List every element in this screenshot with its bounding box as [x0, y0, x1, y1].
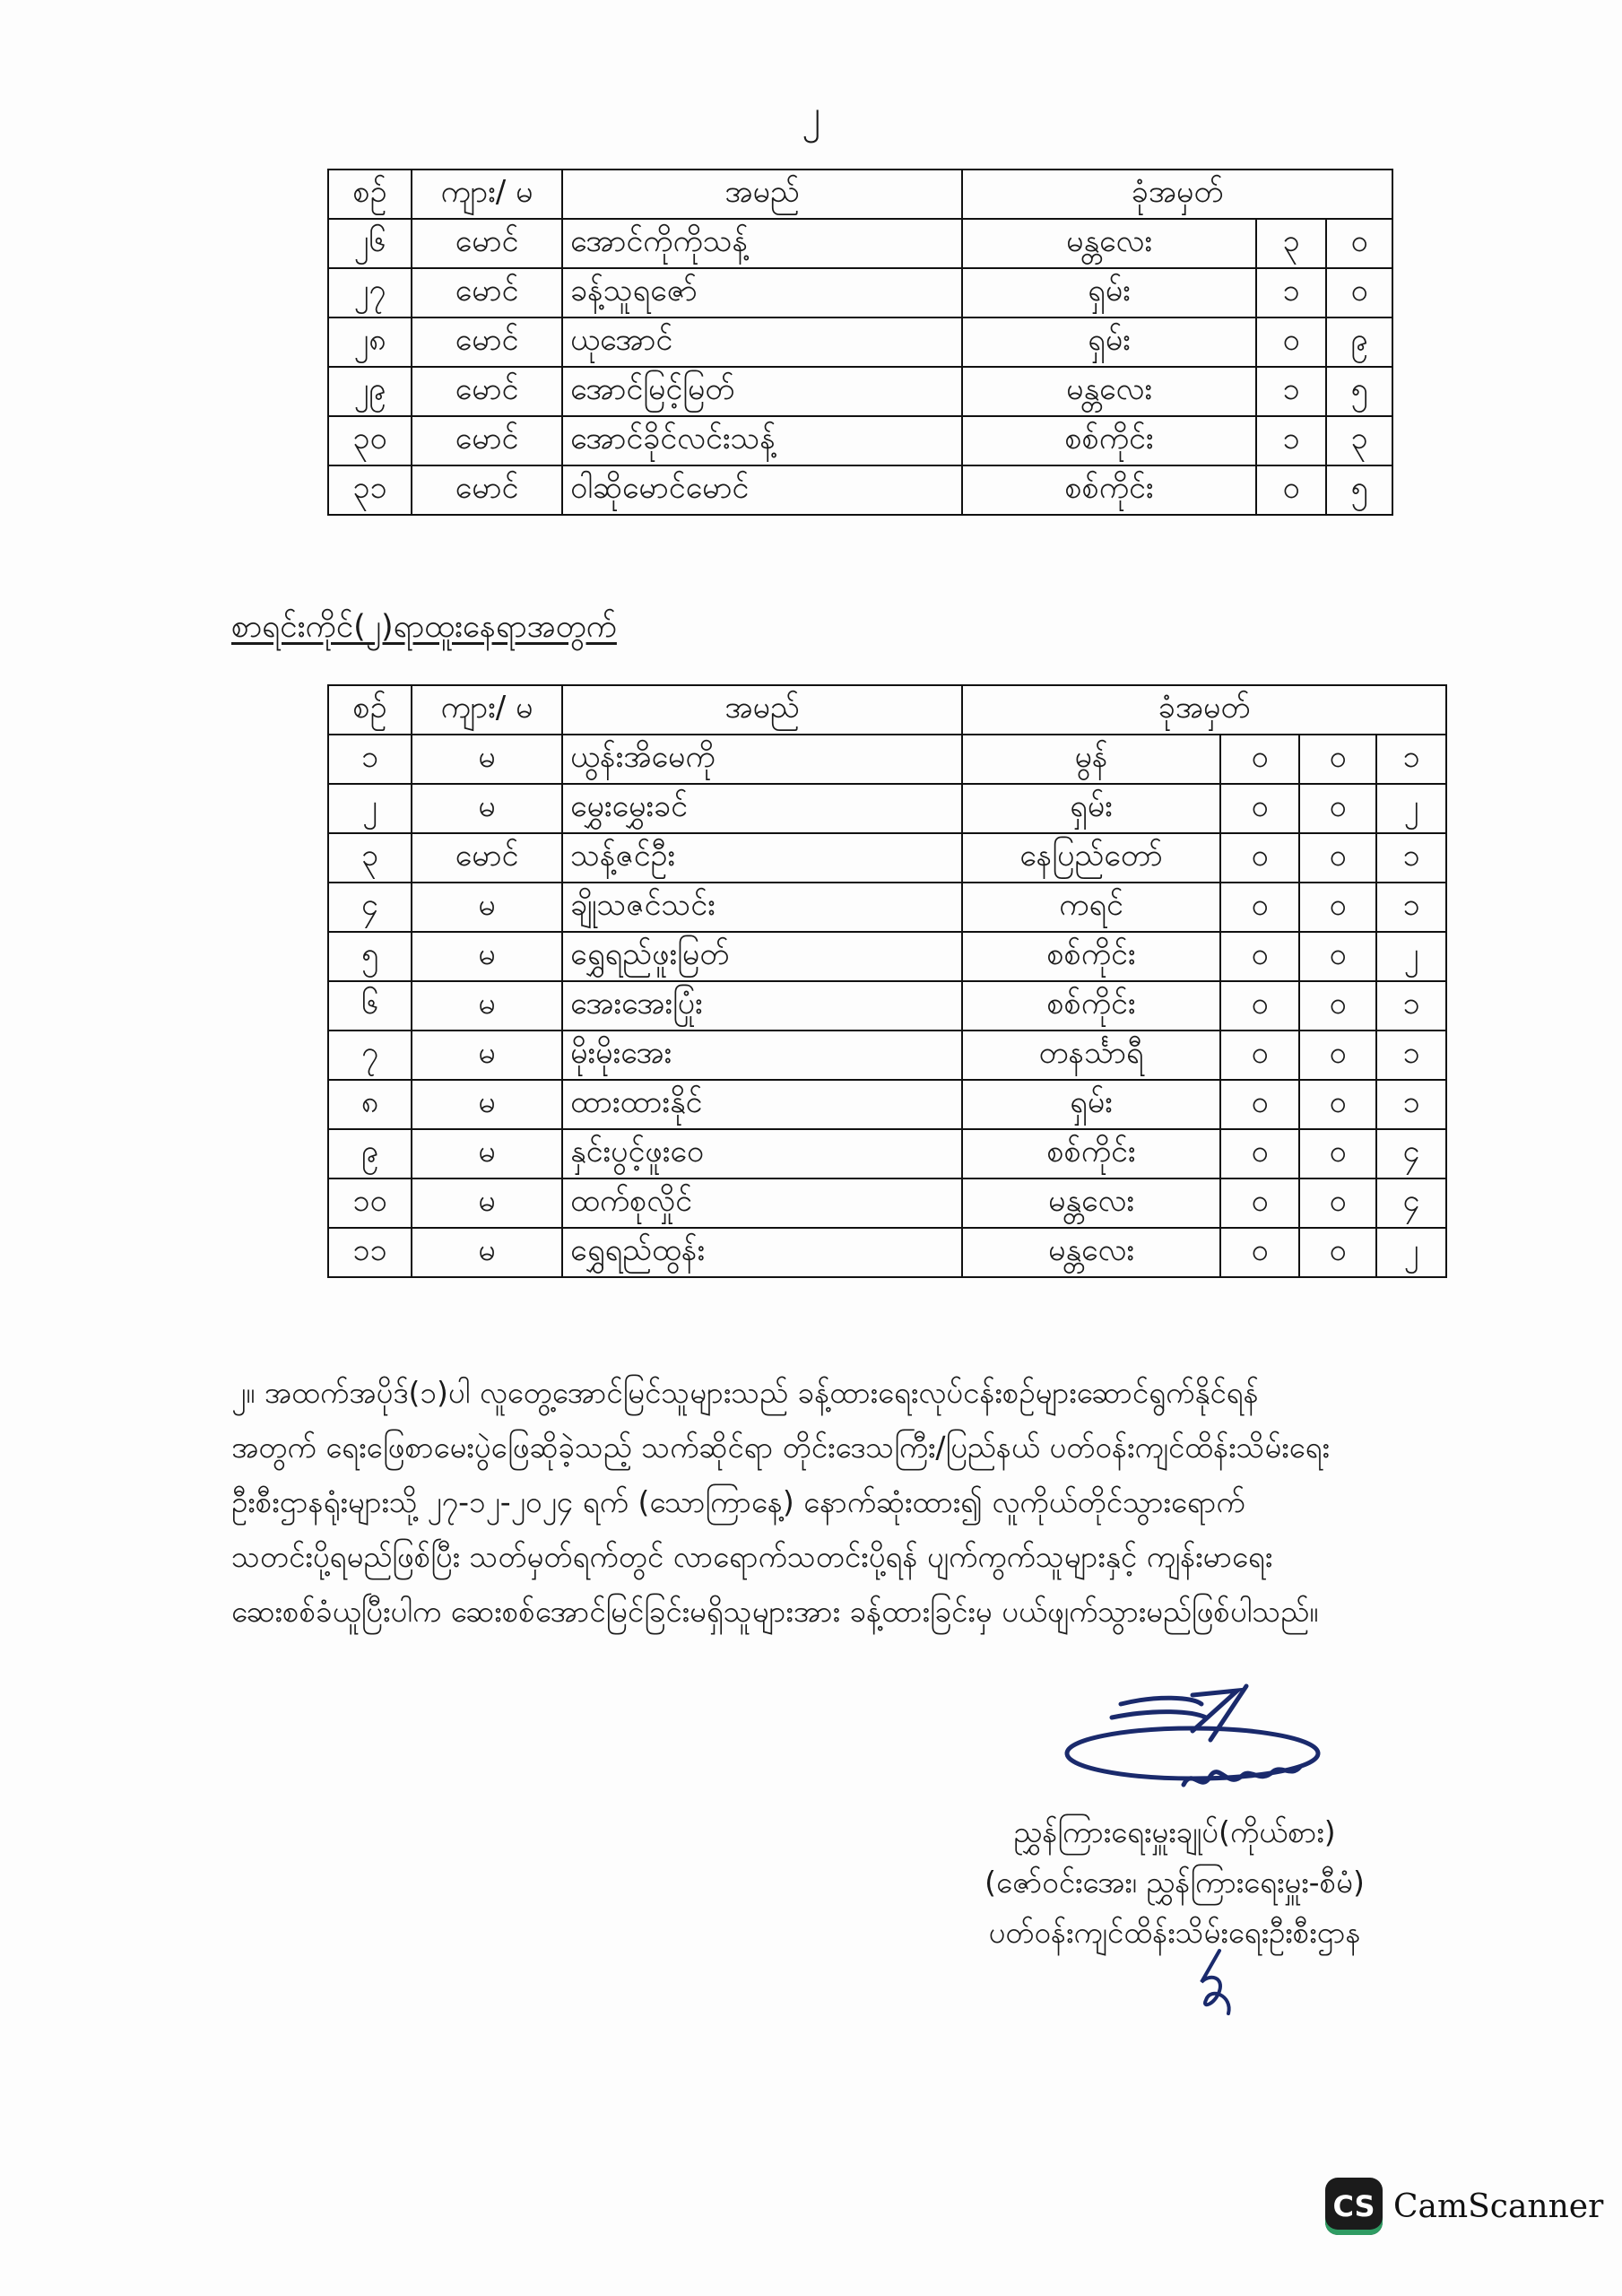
cell-seat-digit: ၁ — [1376, 981, 1446, 1031]
cell-name: အောင်မြင့်မြတ် — [562, 367, 962, 416]
cell-name: ရွှေရည်ဖူးမြတ် — [562, 932, 962, 981]
cell-name: မိုးမိုးအေး — [562, 1031, 962, 1080]
paragraph-line: အတွက် ရေးဖြေစာမေးပွဲဖြေဆိုခဲ့သည့် သက်ဆိုင်ရာ တိုင်းဒေသကြီး/ပြည်နယ် ပတ်ဝန်းကျင်ထိန်းသိမ်းရေး — [231, 1430, 1330, 1465]
cell-region: ရှမ်း — [962, 1080, 1220, 1129]
cell-gender: မောင် — [412, 416, 562, 465]
cell-seat-digit: ၀ — [1220, 1129, 1299, 1178]
cell-seat-digit: ၀ — [1220, 883, 1299, 932]
cell-serial: ၁၁ — [328, 1228, 412, 1277]
table-header-row — [328, 170, 1392, 219]
cell-name: ခန့်သူရဇော် — [562, 268, 962, 317]
signatory-department: ပတ်ဝန်းကျင်ထိန်းသိမ်းရေးဦးစီးဌာန — [988, 1915, 1361, 1950]
header-name: အမည် — [562, 685, 962, 735]
cell-gender: မ — [412, 735, 562, 784]
cell-seat-digit: ၁ — [1256, 268, 1326, 317]
paragraph-line: ၂။ အထက်အပိုဒ်(၁)ပါ လူတွေ့အောင်မြင်သူများသည် ခန့်ထားရေးလုပ်ငန်းစဉ်များဆောင်ရွက်နိုင်ရန် — [231, 1375, 1259, 1410]
cell-serial: ၃၀ — [328, 416, 412, 465]
camscanner-brand-text: CamScanner — [1393, 2187, 1604, 2225]
cell-seat-digit: ၅ — [1326, 465, 1392, 515]
cell-gender: မ — [412, 1228, 562, 1277]
cell-name: အောင်ခိုင်လင်းသန့် — [562, 416, 962, 465]
cell-region: စစ်ကိုင်း — [962, 465, 1256, 515]
cell-seat-digit: ၀ — [1220, 1080, 1299, 1129]
cell-gender: မောင် — [412, 268, 562, 317]
cell-serial: ၂ — [328, 784, 412, 833]
header-name: အမည် — [562, 170, 962, 219]
cell-serial: ၁ — [328, 735, 412, 784]
header-gender: ကျား/ မ — [412, 170, 562, 219]
cell-gender: မောင် — [412, 465, 562, 515]
cell-seat-digit: ၀ — [1220, 1178, 1299, 1228]
cell-seat-digit: ၀ — [1299, 981, 1376, 1031]
table-row — [328, 1178, 1446, 1228]
cell-serial: ၂၉ — [328, 367, 412, 416]
table-row — [328, 981, 1446, 1031]
cell-gender: မောင် — [412, 833, 562, 883]
cell-seat-digit: ၀ — [1326, 219, 1392, 268]
cell-seat-digit: ၃ — [1326, 416, 1392, 465]
cell-seat-digit: ၁ — [1376, 735, 1446, 784]
cell-seat-digit: ၉ — [1326, 317, 1392, 367]
cell-seat-digit: ၀ — [1220, 932, 1299, 981]
cell-seat-digit: ၀ — [1220, 981, 1299, 1031]
results-table-continued — [327, 169, 1393, 516]
cell-gender: မ — [412, 1178, 562, 1228]
cell-seat-digit: ၀ — [1299, 735, 1376, 784]
cell-region: ရှမ်း — [962, 784, 1220, 833]
cell-seat-digit: ၃ — [1256, 219, 1326, 268]
table-row — [328, 268, 1392, 317]
table-row — [328, 735, 1446, 784]
cell-serial: ၇ — [328, 1031, 412, 1080]
cell-region: ရှမ်း — [962, 317, 1256, 367]
signature-block — [897, 1807, 1453, 1958]
results-table-accountant — [327, 684, 1447, 1278]
table-row — [328, 1080, 1446, 1129]
cell-seat-digit: ၁ — [1256, 367, 1326, 416]
signatory-title: ညွှန်ကြားရေးမှူးချုပ်(ကိုယ်စား) — [1013, 1814, 1336, 1849]
cell-name: ယုအောင် — [562, 317, 962, 367]
cell-name: ရွှေရည်ထွန်း — [562, 1228, 962, 1277]
cell-serial: ၅ — [328, 932, 412, 981]
cell-seat-digit: ၀ — [1220, 1228, 1299, 1277]
table-row — [328, 416, 1392, 465]
cell-seat-digit: ၀ — [1299, 833, 1376, 883]
cell-gender: မောင် — [412, 317, 562, 367]
cell-region: မန္တလေး — [962, 1228, 1220, 1277]
cell-seat-digit: ၀ — [1299, 1129, 1376, 1178]
cell-seat-digit: ၁ — [1256, 416, 1326, 465]
cell-seat-digit: ၂ — [1376, 932, 1446, 981]
cell-serial: ၃၁ — [328, 465, 412, 515]
table-row — [328, 465, 1392, 515]
cell-region: မွန် — [962, 735, 1220, 784]
cell-gender: မ — [412, 883, 562, 932]
cell-gender: မ — [412, 981, 562, 1031]
cell-gender: မ — [412, 932, 562, 981]
cell-seat-digit: ၀ — [1256, 317, 1326, 367]
cell-serial: ၂၈ — [328, 317, 412, 367]
cell-name: ချိုသဇင်သင်း — [562, 883, 962, 932]
cell-serial: ၆ — [328, 981, 412, 1031]
cell-seat-digit: ၁ — [1376, 883, 1446, 932]
cell-seat-digit: ၀ — [1299, 1178, 1376, 1228]
page-number: ၂ — [802, 91, 820, 135]
table-row — [328, 932, 1446, 981]
handwritten-initial — [1184, 1946, 1246, 2018]
cell-name: ယွန်းအိမေကို — [562, 735, 962, 784]
cell-serial: ၂၇ — [328, 268, 412, 317]
signatory-name: (ဇော်ဝင်းအေး၊ ညွှန်ကြားရေးမှူး-စီမံ) — [984, 1865, 1365, 1900]
cell-seat-digit: ၄ — [1376, 1129, 1446, 1178]
cell-region: စစ်ကိုင်း — [962, 932, 1220, 981]
table-row — [328, 883, 1446, 932]
camscanner-logo-icon: CS — [1325, 2178, 1383, 2235]
paragraph-line: ဆေးစစ်ခံယူပြီးပါက ဆေးစစ်အောင်မြင်ခြင်းမရှိသူများအား ခန့်ထားခြင်းမှ ပယ်ဖျက်သွားမည်ဖြစ်ပါသည်။ — [231, 1594, 1319, 1629]
handwritten-signature — [1058, 1677, 1327, 1812]
cell-seat-digit: ၀ — [1299, 932, 1376, 981]
table-row — [328, 219, 1392, 268]
cell-name: မွှေးမွှေးခင် — [562, 784, 962, 833]
cell-serial: ၁၀ — [328, 1178, 412, 1228]
table-row — [328, 1228, 1446, 1277]
cell-gender: မ — [412, 1031, 562, 1080]
cell-serial: ၈ — [328, 1080, 412, 1129]
cell-seat-digit: ၅ — [1326, 367, 1392, 416]
cell-name: သန့်ဇင်ဦး — [562, 833, 962, 883]
cell-name: ထားထားနိုင် — [562, 1080, 962, 1129]
cell-seat-digit: ၁ — [1376, 833, 1446, 883]
cell-region: စစ်ကိုင်း — [962, 981, 1220, 1031]
header-serial: စဉ် — [328, 685, 412, 735]
cell-gender: မ — [412, 784, 562, 833]
cell-seat-digit: ၀ — [1299, 784, 1376, 833]
cell-gender: မောင် — [412, 367, 562, 416]
header-gender: ကျား/ မ — [412, 685, 562, 735]
table-row — [328, 784, 1446, 833]
paragraph-line: သတင်းပို့ရမည်ဖြစ်ပြီး သတ်မှတ်ရက်တွင် လာရောက်သတင်းပို့ရန် ပျက်ကွက်သူများနှင့် ကျန်းမာရေး — [231, 1539, 1273, 1574]
cell-seat-digit: ၀ — [1256, 465, 1326, 515]
cell-seat-digit: ၀ — [1299, 1031, 1376, 1080]
cell-region: မန္တလေး — [962, 219, 1256, 268]
instruction-paragraph — [231, 1365, 1505, 1639]
header-seat-number: ခုံအမှတ် — [962, 685, 1446, 735]
cell-seat-digit: ၂ — [1376, 784, 1446, 833]
cell-seat-digit: ၀ — [1299, 883, 1376, 932]
cell-region: နေပြည်တော် — [962, 833, 1220, 883]
cell-gender: မ — [412, 1129, 562, 1178]
cell-name: နှင်းပွင့်ဖူးဝေ — [562, 1129, 962, 1178]
table-header-row — [328, 685, 1446, 735]
cell-region: တနင်္သာရီ — [962, 1031, 1220, 1080]
cell-seat-digit: ၁ — [1376, 1031, 1446, 1080]
cell-seat-digit: ၁ — [1376, 1080, 1446, 1129]
header-seat-number: ခုံအမှတ် — [962, 170, 1392, 219]
cell-region: ရှမ်း — [962, 268, 1256, 317]
cell-seat-digit: ၀ — [1220, 735, 1299, 784]
cell-name: အောင်ကိုကိုသန့် — [562, 219, 962, 268]
paragraph-line: ဦးစီးဌာနရုံးများသို့ ၂၇-၁၂-၂၀၂၄ ရက် (သောကြာနေ့) နောက်ဆုံးထား၍ လူကိုယ်တိုင်သွားရောက် — [231, 1484, 1245, 1519]
cell-serial: ၉ — [328, 1129, 412, 1178]
cell-gender: မ — [412, 1080, 562, 1129]
cell-serial: ၃ — [328, 833, 412, 883]
cell-seat-digit: ၀ — [1299, 1228, 1376, 1277]
camscanner-watermark — [1325, 2178, 1603, 2235]
cell-region: စစ်ကိုင်း — [962, 1129, 1220, 1178]
cell-serial: ၄ — [328, 883, 412, 932]
table-row — [328, 367, 1392, 416]
section-heading: စာရင်းကိုင်(၂)ရာထူးနေရာအတွက် — [231, 609, 617, 645]
header-serial: စဉ် — [328, 170, 412, 219]
cell-seat-digit: ၀ — [1220, 784, 1299, 833]
table-row — [328, 1031, 1446, 1080]
cell-region: မန္တလေး — [962, 1178, 1220, 1228]
table-row — [328, 1129, 1446, 1178]
cell-seat-digit: ၀ — [1220, 1031, 1299, 1080]
table-row — [328, 833, 1446, 883]
cell-serial: ၂၆ — [328, 219, 412, 268]
cell-name: အေးအေးပြုံး — [562, 981, 962, 1031]
cell-seat-digit: ၀ — [1299, 1080, 1376, 1129]
cell-seat-digit: ၀ — [1326, 268, 1392, 317]
cell-region: စစ်ကိုင်း — [962, 416, 1256, 465]
cell-seat-digit: ၄ — [1376, 1178, 1446, 1228]
cell-name: ထက်စုလှိုင် — [562, 1178, 962, 1228]
cell-region: ကရင် — [962, 883, 1220, 932]
cell-gender: မောင် — [412, 219, 562, 268]
cell-seat-digit: ၀ — [1220, 833, 1299, 883]
cell-region: မန္တလေး — [962, 367, 1256, 416]
cell-name: ဝါဆိုမောင်မောင် — [562, 465, 962, 515]
table-row — [328, 317, 1392, 367]
cell-seat-digit: ၂ — [1376, 1228, 1446, 1277]
